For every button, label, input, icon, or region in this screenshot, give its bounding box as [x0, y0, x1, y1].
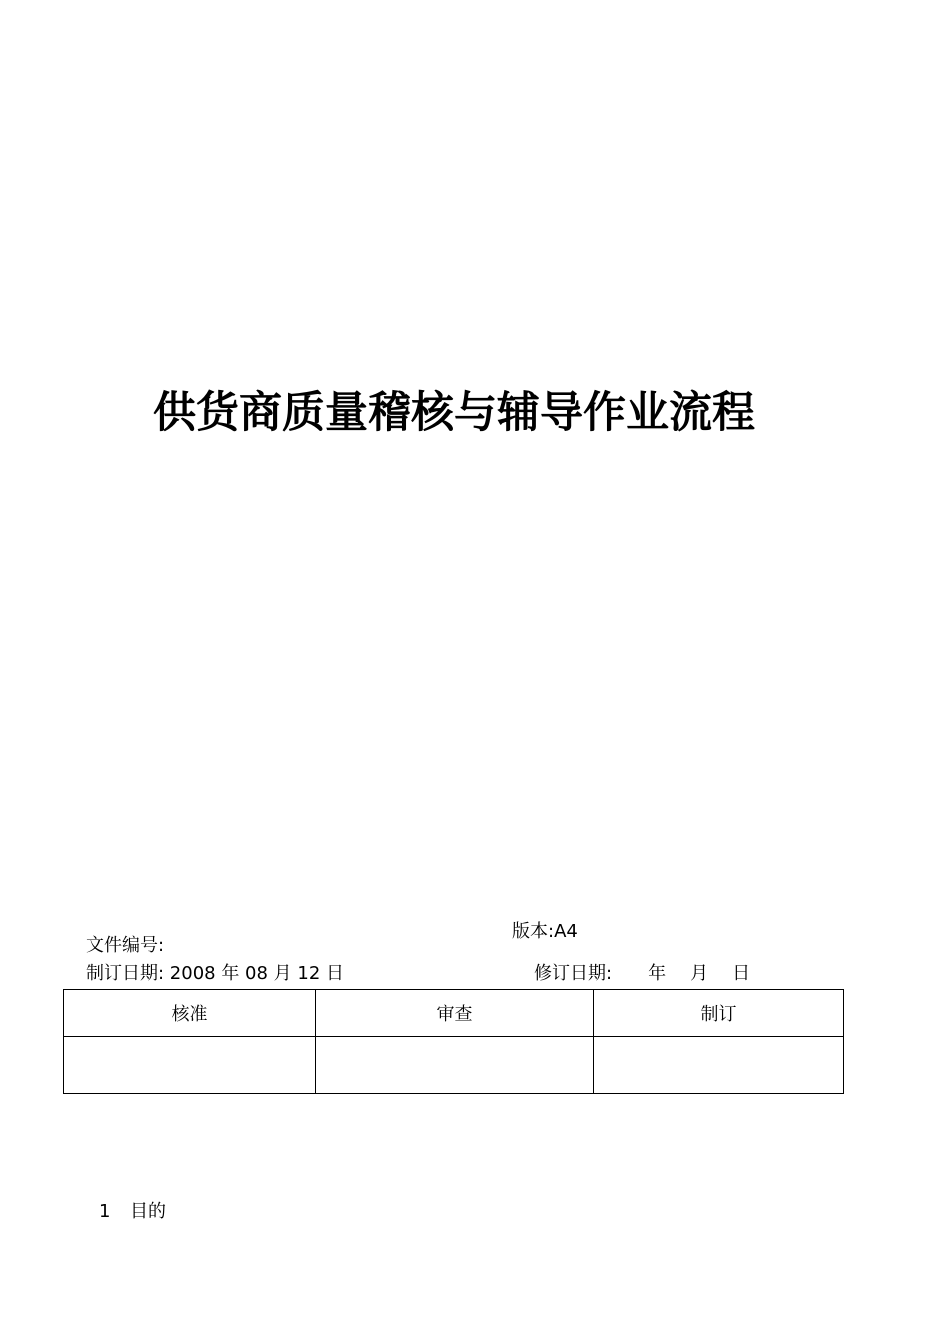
section-title: 目的	[130, 1201, 166, 1222]
revision-year-unit: 年	[648, 963, 667, 984]
version-label: 版本:A4	[512, 921, 578, 942]
revision-date-label: 修订日期:	[534, 963, 613, 984]
approval-signature-cell	[64, 1037, 316, 1094]
review-header-cell: 审查	[316, 990, 594, 1037]
approval-table-signature-row	[64, 1037, 844, 1094]
prepared-header-cell: 制订	[594, 990, 844, 1037]
review-signature-cell	[316, 1037, 594, 1094]
approval-table-header-row	[64, 990, 844, 1037]
approval-table	[63, 989, 844, 1094]
section-heading	[99, 1201, 166, 1223]
document-number-label: 文件编号:	[86, 935, 165, 956]
prepared-signature-cell	[594, 1037, 844, 1094]
document-title: 供货商质量稽核与辅导作业流程	[153, 388, 755, 438]
revision-month-unit: 月	[690, 963, 709, 984]
creation-date: 制订日期: 2008 年 08 月 12 日	[86, 963, 345, 984]
revision-day-unit: 日	[732, 963, 751, 984]
revision-date	[534, 963, 750, 985]
section-number: 1	[99, 1201, 111, 1222]
approval-header-cell: 核准	[64, 990, 316, 1037]
